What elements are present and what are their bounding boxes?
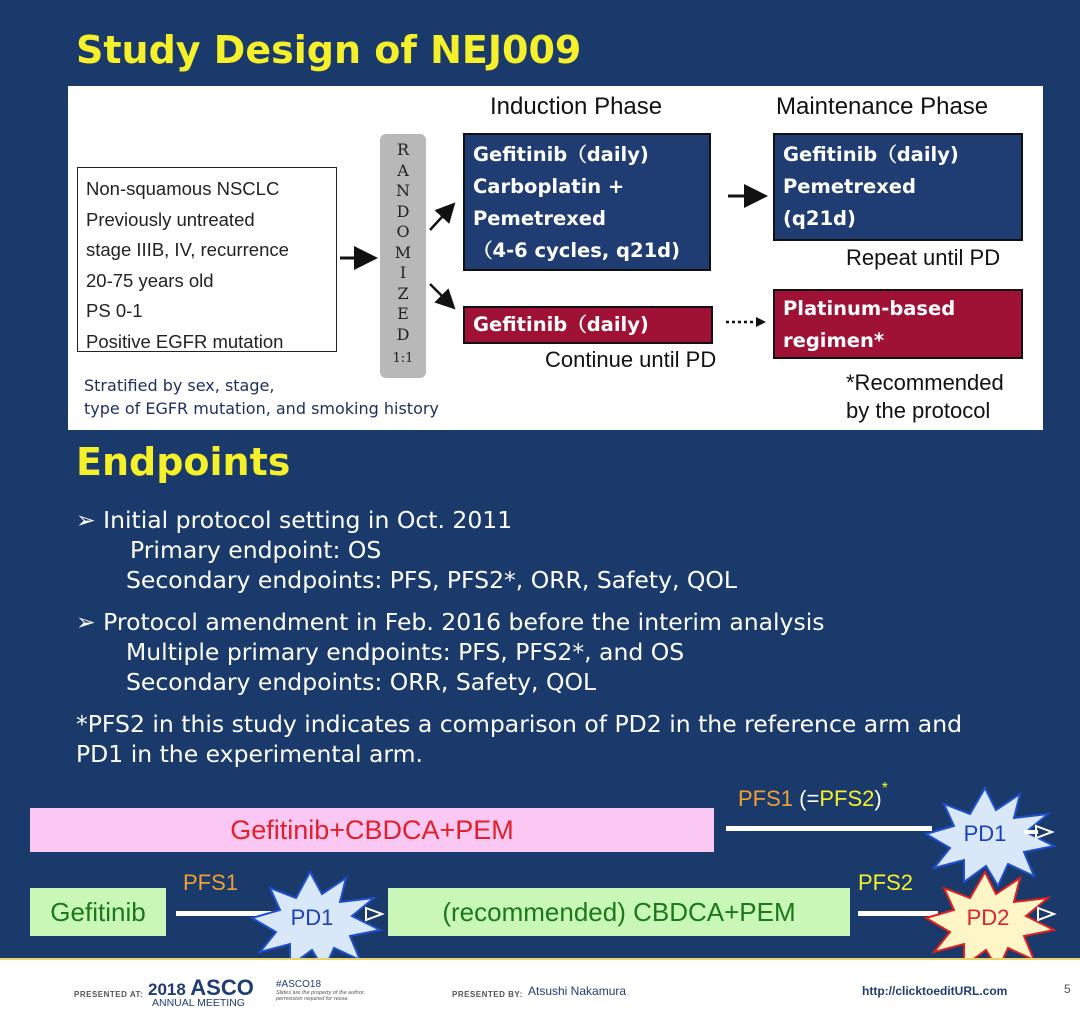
slide-title: Study Design of NEJ009: [76, 28, 582, 72]
endpoint-item-1-primary: Primary endpoint: OS: [130, 536, 382, 564]
randomized-letter: I: [399, 263, 407, 282]
arm1-arrow-line: [726, 826, 932, 831]
pd1-out-arrow-arm1: [1036, 826, 1052, 838]
randomized-letter: D: [396, 324, 410, 344]
pfs-eq-close: ): [874, 786, 882, 811]
pfs2-label: PFS2: [819, 786, 875, 811]
stratification-line: type of EGFR mutation, and smoking history: [84, 399, 439, 418]
arrow-to-induction: [430, 206, 452, 230]
pd1-text-arm1: PD1: [963, 821, 1007, 846]
recommended-line: *Recommended: [846, 370, 1004, 395]
pd2-text: PD2: [966, 905, 1010, 930]
gefitinib-arm-box: Gefitinib（daily): [463, 306, 713, 344]
platinum-line: Platinum-based: [783, 297, 956, 320]
randomized-letter: Z: [397, 283, 409, 303]
induction-line: Pemetrexed: [473, 207, 606, 230]
arm2-cbdca-box: (recommended) CBDCA+PEM: [388, 888, 850, 936]
page-number: 5: [1064, 982, 1071, 996]
arm2-pfs2-label: PFS2: [858, 870, 914, 895]
arm2-pfs1-label: PFS1: [183, 870, 239, 895]
eligibility-item: Non-squamous NSCLC: [86, 178, 280, 199]
eligibility-item: 20-75 years old: [86, 269, 214, 291]
endpoints-title: Endpoints: [76, 440, 291, 484]
endpoint-footnote-line: PD1 in the experimental arm.: [76, 740, 424, 768]
induction-box: [463, 133, 711, 271]
arm2-gefitinib-box: Gefitinib: [30, 888, 166, 936]
induction-phase-label: Induction Phase: [490, 93, 663, 120]
arrow-to-gefitinib: [430, 284, 452, 306]
asco-logo: [148, 975, 254, 1009]
recommended-note: [846, 369, 1004, 425]
maintenance-phase-label: Maintenance Phase: [776, 93, 989, 120]
slides-note-line: Slides are the property of the author,: [276, 990, 365, 996]
schema-graphics: [0, 770, 1080, 960]
maintenance-line: Pemetrexed: [783, 175, 916, 198]
continue-until-pd: Continue until PD: [545, 347, 717, 372]
pd1-out-line-arm1: [1024, 830, 1038, 834]
endpoint-item-1: ➢ Initial protocol setting in Oct. 2011: [76, 506, 513, 534]
hashtag-block: [276, 979, 365, 1002]
induction-line: Gefitinib（daily): [473, 143, 649, 166]
eligibility-item: PS 0-1: [86, 300, 143, 321]
platinum-line: regimen*: [783, 329, 885, 352]
randomized-letter: D: [396, 201, 410, 221]
endpoint-footnote-line: *PFS2 in this study indicates a comparison of PD2 in the reference arm and: [76, 710, 963, 738]
induction-line: Carboplatin +: [473, 175, 625, 198]
maintenance-line: Gefitinib（daily): [783, 143, 959, 166]
randomized-letter: N: [396, 181, 410, 200]
endpoint-item-1-secondary: Secondary endpoints: PFS, PFS2*, ORR, Safety, QOL: [126, 566, 738, 594]
pd1-out-arrow-arm2: [366, 908, 382, 920]
eligibility-item: Previously untreated: [86, 208, 255, 230]
dotted-arrow-head: [756, 317, 766, 327]
platinum-box: [773, 289, 1023, 359]
asco-year: 2018: [148, 980, 186, 999]
footer-url[interactable]: http://clicktoeditURL.com: [862, 984, 1008, 998]
endpoints-list: [76, 505, 962, 769]
pfs-eq-open: (=: [793, 786, 820, 811]
repeat-until-pd: Repeat until PD: [846, 245, 1001, 270]
arm1-label: Gefitinib+CBDCA+PEM: [230, 815, 514, 845]
hashtag: #ASCO18: [276, 979, 322, 990]
maintenance-line: (q21d): [783, 207, 856, 230]
randomized-letter: M: [394, 242, 412, 262]
endpoint-item-2: ➢ Protocol amendment in Feb. 2016 before the interim analysis: [76, 608, 825, 636]
pd1-text-arm2: PD1: [290, 905, 334, 930]
maintenance-box: [773, 133, 1023, 241]
randomized-letter: O: [396, 222, 410, 241]
presented-at-label: PRESENTED AT:: [74, 990, 144, 999]
pd2-out-arrow: [1038, 908, 1054, 920]
arm2-arrow-line-2: [858, 911, 938, 916]
pfs1-label: PFS1: [738, 786, 794, 811]
presented-by-label: PRESENTED BY:: [452, 990, 523, 999]
endpoint-item-2-secondary: Secondary endpoints: ORR, Safety, QOL: [126, 668, 597, 696]
recommended-line: by the protocol: [846, 398, 991, 423]
randomized-letter: R: [396, 140, 410, 159]
randomized-letter: A: [397, 160, 409, 180]
eligibility-item: Positive EGFR mutation: [86, 330, 284, 352]
randomized-letter: E: [397, 304, 409, 323]
asco-wordmark: ASCO: [190, 975, 254, 1000]
eligibility-item: stage IIIB, IV, recurrence: [86, 239, 289, 260]
stratification-line: Stratified by sex, stage,: [84, 376, 275, 395]
presenter-name: Atsushi Nakamura: [528, 984, 627, 998]
endpoint-item-2-primary: Multiple primary endpoints: PFS, PFS2*, and OS: [126, 638, 685, 666]
asterisk: *: [881, 780, 888, 797]
slides-note-line: permission required for reuse.: [276, 996, 350, 1002]
induction-line: （4-6 cycles, q21d): [473, 239, 681, 262]
annual-meeting: ANNUAL MEETING: [152, 997, 245, 1009]
randomization-ratio: 1:1: [392, 351, 414, 366]
